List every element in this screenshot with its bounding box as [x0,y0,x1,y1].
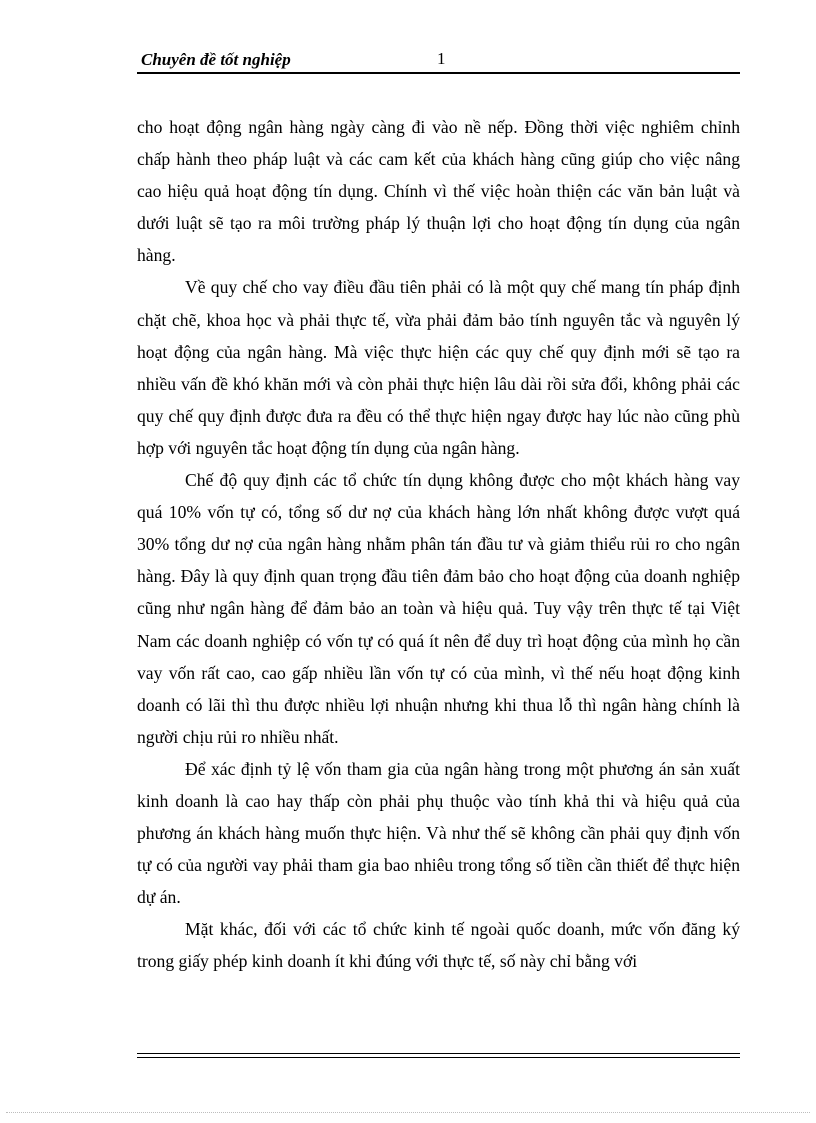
page-edge-dotted-line [6,1112,810,1113]
paragraph-4: Để xác định tỷ lệ vốn tham gia của ngân hàng trong một phương án sản xuất kinh doanh là cao hay thấp còn phải phụ thuộc vào tính khả thi và hiệu quả của phương án khách hàng muốn thực hiện. Và như thế sẽ không cần phải quy định vốn tự có của người vay phải tham gia bao nhiêu trong tổng số tiền cần thiết để thực hiện dự án. [137,758,740,908]
paragraph-5: Mặt khác, đối với các tổ chức kinh tế ngoài quốc doanh, mức vốn đăng ký trong giấy phép kinh doanh ít khi đúng với thực tế, số này chỉ bằng với [137,919,740,972]
page-number: 1 [437,49,446,68]
paragraph-3: Chế độ quy định các tổ chức tín dụng không được cho một khách hàng vay quá 10% vốn tự có, tổng số dư nợ của khách hàng lớn nhất không được vượt quá 30% tổng dư nợ của ngân hàng nhằm phân tán đầu tư và giảm thiểu rủi ro cho ngân hàng. Đây là quy định quan trọng đầu tiên đảm bảo cho hoạt động của doanh nghiệp cũng như ngân hàng để đảm bảo an toàn và hiệu quả. Tuy vậy trên thực tế tại Việt Nam các doanh nghiệp có vốn tự có quá ít nên để duy trì hoạt động của mình họ cần vay vốn rất cao, cao gấp nhiều lần vốn tự có của mình, vì thế nếu hoạt động kinh doanh có lãi thì thu được nhiều lợi nhuận nhưng khi thua lỗ thì ngân hàng chính là người chịu rủi ro nhiều nhất. [137,470,740,747]
page-header [137,48,740,72]
body-text [137,111,740,978]
paragraph-2: Về quy chế cho vay điều đầu tiên phải có là một quy chế mang tín pháp định chặt chẽ, khoa học và phải thực tế, vừa phải đảm bảo tính nguyên tắc và nguyên lý hoạt động của ngân hàng. Mà việc thực hiện các quy chế quy định mới sẽ tạo ra nhiều vấn đề khó khăn mới và còn phải thực hiện lâu dài rồi sửa đổi, không phải các quy chế quy định được đưa ra đều có thể thực hiện ngay được hay lúc nào cũng phù hợp với nguyên tắc hoạt động tín dụng của ngân hàng. [137,277,740,458]
paragraph-1: cho hoạt động ngân hàng ngày càng đi vào nề nếp. Đồng thời việc nghiêm chỉnh chấp hành theo pháp luật và các cam kết của khách hàng cũng giúp cho việc nâng cao hiệu quả hoạt động tín dụng. Chính vì thế việc hoàn thiện các văn bản luật và dưới luật sẽ tạo ra môi trường pháp lý thuận lợi cho hoạt động tín dụng của ngân hàng. [137,117,740,266]
document-title: Chuyên đề tốt nghiệp [141,50,291,69]
header-divider [137,72,740,74]
footer-divider [137,1053,740,1058]
